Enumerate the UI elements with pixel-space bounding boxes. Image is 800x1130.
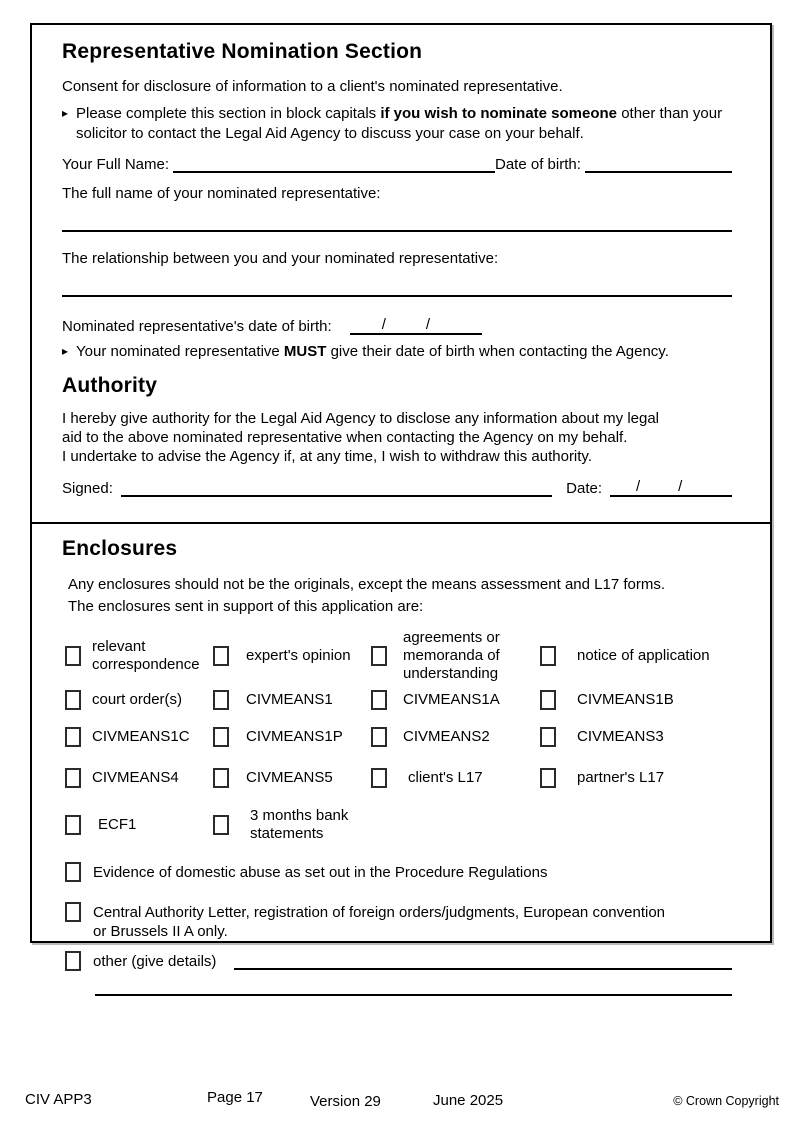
relevant-correspondence-checkbox[interactable] [65, 646, 81, 666]
enclosure-option-domestic-abuse-evidence [65, 862, 732, 882]
central-authority-letter-checkbox[interactable] [65, 902, 81, 922]
other-label: other (give details) [93, 953, 217, 971]
bank-statements-checkbox[interactable] [213, 815, 229, 835]
nominate-instruction [62, 104, 732, 143]
agreements-memoranda-checkbox[interactable] [371, 646, 387, 666]
civmeans1a-checkbox[interactable] [371, 690, 387, 710]
civmeans1-label: CIVMEANS1 [246, 691, 333, 709]
ecf1-label: ECF1 [98, 816, 137, 834]
consent-text: Consent for disclosure of information to a client's nominated representative. [62, 78, 563, 95]
central-authority-letter-label: Central Authority Letter, registration of foreign orders/judgments, European convention or Brussels II A only. [93, 904, 665, 941]
civmeans1p-label: CIVMEANS1P [246, 728, 343, 746]
instruction-bold: if you wish to nominate someone [380, 105, 618, 122]
enclosure-option-notice-of-application [540, 629, 732, 683]
nominee-dob-label: Nominated representative's date of birth: [62, 318, 332, 335]
nominee-dob-line[interactable] [350, 316, 482, 335]
enclosure-option-relevant-correspondence [65, 629, 213, 683]
civmeans5-label: CIVMEANS5 [246, 769, 333, 787]
enclosure-option-civmeans5 [213, 768, 371, 788]
civmeans1b-label: CIVMEANS1B [577, 691, 674, 709]
civmeans2-checkbox[interactable] [371, 727, 387, 747]
bank-statements-label: 3 months bank statements [250, 807, 349, 843]
authority-line-2: aid to the above nominated representative when contacting the Agency on my behalf. [62, 428, 628, 446]
civmeans2-label: CIVMEANS2 [403, 728, 490, 746]
enclosure-option-other [65, 951, 732, 971]
authority-line-1: I hereby give authority for the Legal Aid Agency to disclose any information about my legal [62, 409, 660, 427]
enclosures-note-originals: Any enclosures should not be the originals, except the means assessment and L17 forms. [68, 576, 666, 594]
relevant-correspondence-label: relevant correspondence [92, 638, 200, 674]
enclosure-option-civmeans4 [65, 768, 213, 788]
dob-note-pre: Your nominated representative [76, 343, 284, 360]
partners-l17-label: partner's L17 [577, 769, 665, 787]
civmeans1p-checkbox[interactable] [213, 727, 229, 747]
experts-opinion-checkbox[interactable] [213, 646, 229, 666]
enclosure-option-civmeans1a [371, 690, 540, 710]
enclosure-option-clients-l17 [371, 768, 540, 788]
enclosure-grid-row-1 [65, 629, 732, 683]
enclosure-option-civmeans1 [213, 690, 371, 710]
form-outer-box [30, 23, 772, 971]
crown-copyright: © Crown Copyright [673, 1094, 779, 1108]
signature-line[interactable] [121, 483, 552, 497]
enclosure-option-central-authority-letter [65, 902, 732, 941]
relationship-line[interactable] [62, 295, 732, 297]
enclosure-option-experts-opinion [213, 629, 371, 683]
nominate-instruction-text [76, 104, 732, 143]
civmeans1-checkbox[interactable] [213, 690, 229, 710]
civmeans5-checkbox[interactable] [213, 768, 229, 788]
rep-section-title: Representative Nomination Section [62, 40, 423, 63]
full-name-row [62, 155, 732, 174]
partners-l17-checkbox[interactable] [540, 768, 556, 788]
relationship-label: The relationship between you and your nominated representative: [62, 250, 499, 267]
enclosure-grid-row-3 [65, 727, 732, 747]
civmeans1b-checkbox[interactable] [540, 690, 556, 710]
domestic-abuse-evidence-checkbox[interactable] [65, 862, 81, 882]
authority-statement [62, 409, 732, 467]
dob-line[interactable] [585, 159, 732, 173]
other-details-line[interactable] [234, 956, 732, 970]
civmeans1c-checkbox[interactable] [65, 727, 81, 747]
ecf1-checkbox[interactable] [65, 815, 81, 835]
enclosure-option-civmeans3 [540, 727, 732, 747]
nominee-dob-row [62, 316, 732, 336]
enclosure-grid-row-4 [65, 768, 732, 788]
instruction-pre: Please complete this section in block capitals [76, 105, 381, 122]
clients-l17-label: client's L17 [408, 769, 483, 787]
enclosures-title: Enclosures [62, 537, 178, 561]
enclosure-option-civmeans2 [371, 727, 540, 747]
nominee-name-label: The full name of your nominated representative: [62, 185, 381, 202]
dob-note-post: give their date of birth when contacting the Agency. [326, 343, 669, 360]
date-slash: / [636, 478, 641, 496]
enclosure-grid-row-5 [65, 807, 732, 843]
domestic-abuse-evidence-label: Evidence of domestic abuse as set out in the Procedure Regulations [93, 864, 548, 882]
notice-of-application-label: notice of application [577, 647, 710, 665]
signed-label: Signed: [62, 480, 113, 498]
enclosure-option-agreements-memoranda [371, 629, 540, 683]
authority-title: Authority [62, 373, 158, 397]
date-slash: / [678, 478, 683, 496]
bullet-triangle-icon: ▸ [62, 106, 69, 120]
notice-of-application-checkbox[interactable] [540, 646, 556, 666]
agreements-memoranda-label: agreements or memoranda of understanding [403, 629, 500, 683]
date-label: Date: [566, 480, 602, 498]
enclosure-option-civmeans1p [213, 727, 371, 747]
form-date: June 2025 [433, 1092, 504, 1109]
bullet-triangle-icon: ▸ [62, 344, 69, 358]
dob-label: Date of birth: [495, 156, 581, 173]
full-name-label: Your Full Name: [62, 156, 169, 173]
clients-l17-checkbox[interactable] [371, 768, 387, 788]
rep-dob-note [62, 342, 732, 362]
nominee-name-line[interactable] [62, 230, 732, 232]
full-name-line[interactable] [173, 159, 495, 173]
dob-note-bold: MUST [283, 343, 327, 360]
enclosure-option-court-orders [65, 690, 213, 710]
civmeans3-checkbox[interactable] [540, 727, 556, 747]
enclosure-option-bank-statements [213, 807, 371, 843]
form-code: CIV APP3 [25, 1091, 92, 1108]
civmeans1c-label: CIVMEANS1C [92, 728, 190, 746]
instruction-post: other than your solicitor to contact the Legal Aid Agency to discuss your case on your behalf. [76, 105, 723, 142]
civmeans4-label: CIVMEANS4 [92, 769, 179, 787]
experts-opinion-label: expert's opinion [246, 647, 351, 665]
page-number: Page 17 [207, 1089, 263, 1106]
enclosure-option-partners-l17 [540, 768, 732, 788]
date-slash: / [381, 316, 386, 333]
enclosure-option-civmeans1b [540, 690, 732, 710]
enclosure-option-civmeans1c [65, 727, 213, 747]
court-orders-label: court order(s) [92, 691, 183, 709]
other-details-line-2[interactable] [95, 994, 732, 996]
date-line[interactable] [610, 478, 732, 497]
authority-line-3: I undertake to advise the Agency if, at any time, I wish to withdraw this authority. [62, 448, 592, 466]
date-slash: / [425, 316, 431, 333]
enclosures-note-sent: The enclosures sent in support of this application are: [68, 598, 424, 616]
enclosure-grid-row-2 [65, 690, 732, 710]
signed-row [62, 478, 732, 498]
rep-dob-note-text [76, 342, 732, 362]
enclosure-option-ecf1 [65, 807, 213, 843]
section-divider [32, 522, 770, 524]
court-orders-checkbox[interactable] [65, 690, 81, 710]
other-checkbox[interactable] [65, 951, 81, 971]
civmeans4-checkbox[interactable] [65, 768, 81, 788]
form-version: Version 29 [310, 1093, 381, 1110]
civmeans1a-label: CIVMEANS1A [403, 691, 500, 709]
civmeans3-label: CIVMEANS3 [577, 728, 664, 746]
